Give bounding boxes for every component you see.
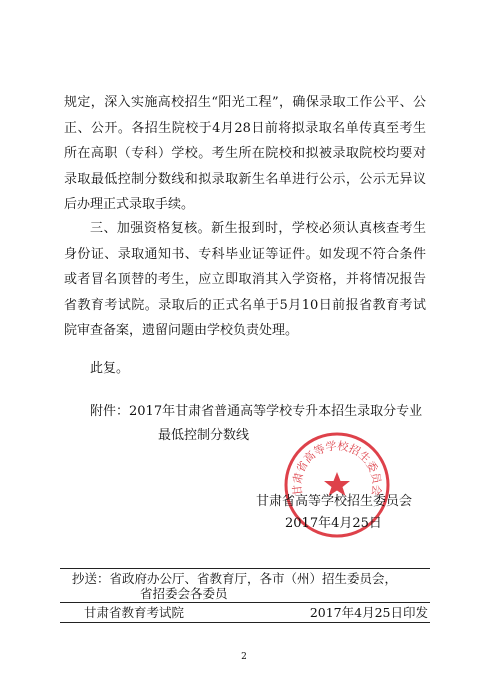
signature-date: 2017年4月25日 [285, 516, 382, 531]
attachment-line-2: 最低控制分数线 [158, 428, 250, 443]
footer-bottom-rule [60, 622, 430, 623]
attachment-line-1: 附件：2017年甘肃省普通高等学校专升本招生录取分专业 [90, 404, 423, 419]
page-number: 2 [241, 652, 247, 662]
footer-top-rule [60, 568, 430, 569]
footer-middle-rule [60, 602, 430, 603]
cc-line-2: 省招委会各委员 [140, 586, 228, 601]
seal-text: 甘肃省高等学校招生委员会 [290, 439, 384, 497]
cc-line-1: 抄送：省政府办公厅、省教育厅，各市（州）招生委员会， [72, 571, 398, 586]
issuer-name: 甘肃省教育考试院 [84, 605, 185, 620]
body-paragraph-1: 规定，深入实施高校招生“阳光工程”，确保录取工作公平、公正、公开。各招生院校于4月28日前将拟录取名单传真至考生所在高职（专科）学校。考生所在院校和拟被录取院校均要对录取最低控制分数线和拟录取新生名单进行公示，公示无异议后办理正式录取手续。 [64, 95, 426, 212]
signature-org: 甘肃省高等学校招生委员会 [256, 494, 413, 509]
closing-text: 此复。 [90, 361, 130, 376]
body-paragraph-2: 三、加强资格复核。新生报到时，学校必须认真核查考生身份证、录取通知书、专科毕业证等证件。如发现不符合条件或者冒名顶替的考生，应立即取消其入学资格，并将情况报告省教育考试院。录取后的正式名单于5月10日前报省教育考试院审查备案，遗留问题由学校负责处理。 [64, 221, 426, 338]
issued-date: 2017年4月25日印发 [309, 605, 428, 620]
